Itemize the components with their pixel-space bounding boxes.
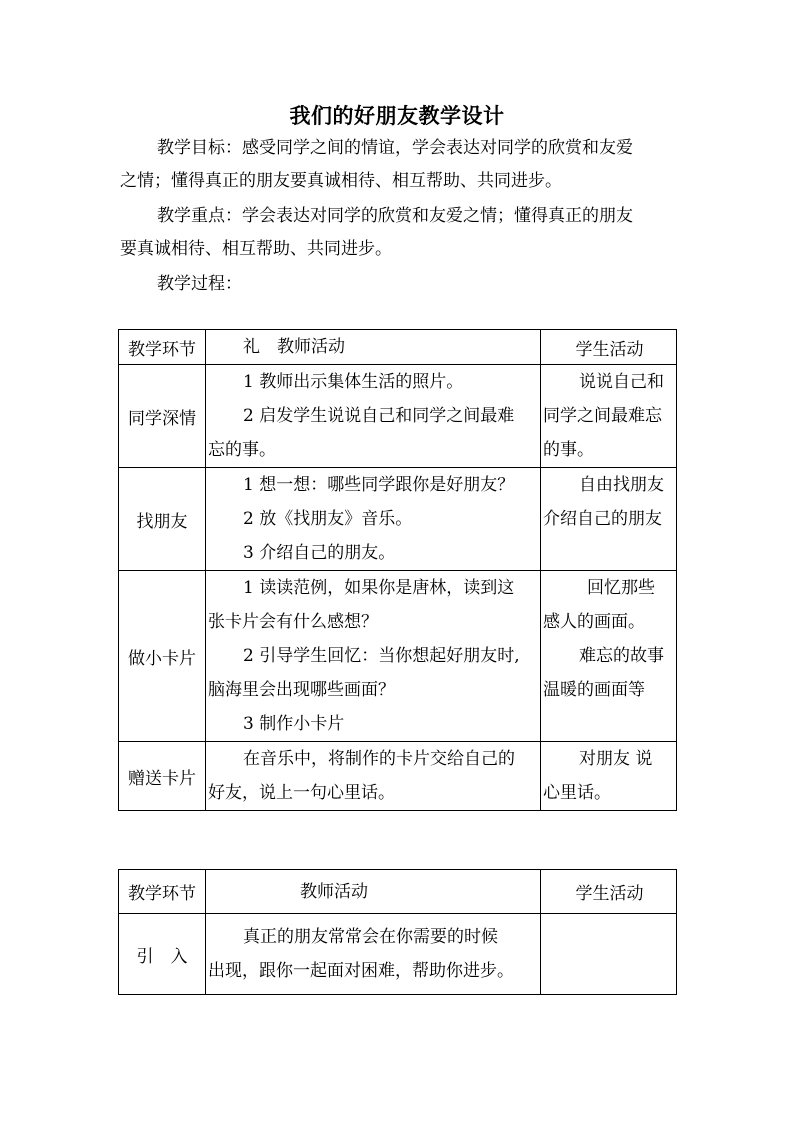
- student-activity-cell: 回忆那些 感人的画面。 难忘的故事 温暖的画面等: [541, 571, 677, 742]
- table-row: [119, 365, 677, 468]
- teacher-activity-cell: 1 教师出示集体生活的照片。 2 启发学生说说自己和同学之间最难 忘的事。: [206, 365, 541, 468]
- stage-cell: 赠送卡片: [119, 742, 206, 811]
- document-title: 我们的好朋友教学设计: [289, 103, 505, 128]
- stage-cell: 引 入: [119, 914, 206, 995]
- header-student: 学生活动: [541, 870, 677, 914]
- table-header-row: [119, 870, 677, 914]
- objective-line-1: 教学目标：感受同学之间的情谊，学会表达对同学的欣赏和友爱: [157, 138, 633, 158]
- focus-line-1: 教学重点：学会表达对同学的欣赏和友爱之情；懂得真正的朋友: [157, 206, 633, 226]
- stage-cell: 找朋友: [119, 468, 206, 571]
- teacher-activity-cell: 真正的朋友常常会在你需要的时候 出现，跟你一起面对困难，帮助你进步。: [206, 914, 541, 995]
- table-row: [119, 468, 677, 571]
- table-row: [119, 742, 677, 811]
- process-label-para: [120, 268, 680, 301]
- header-teacher: 教师活动: [206, 870, 541, 914]
- teaching-focus: [120, 200, 680, 266]
- table-row: [119, 571, 677, 742]
- student-activity-cell: [541, 914, 677, 995]
- stage-cell: 同学深情: [119, 365, 206, 468]
- header-stage: 教学环节: [119, 870, 206, 914]
- process-label: 教学过程：: [157, 274, 242, 294]
- focus-line-2: 要真诚相待、相互帮助、共同进步。: [120, 239, 392, 259]
- teacher-activity-cell: 1 想一想：哪些同学跟你是好朋友？ 2 放《找朋友》音乐。 3 介绍自己的朋友。: [206, 468, 541, 571]
- header-student: 学生活动: [541, 330, 677, 365]
- stage-cell: 做小卡片: [119, 571, 206, 742]
- student-activity-cell: 自由找朋友 介绍自己的朋友: [541, 468, 677, 571]
- teacher-activity-cell: 在音乐中，将制作的卡片交给自己的 好友，说上一句心里话。: [206, 742, 541, 811]
- table-header-row: [119, 330, 677, 365]
- teaching-objective: [120, 132, 680, 198]
- table-row: [119, 914, 677, 995]
- teacher-activity-cell: 1 读读范例，如果你是唐林，读到这 张卡片会有什么感想？ 2 引导学生回忆：当你想起好朋友时, 脑海里会出现哪些画面？ 3 制作小卡片: [206, 571, 541, 742]
- intro-table: [118, 869, 677, 995]
- student-activity-cell: 对朋友 说 心里话。: [541, 742, 677, 811]
- teaching-process-table: [118, 329, 677, 811]
- objective-line-2: 之情；懂得真正的朋友要真诚相待、相互帮助、共同进步。: [120, 171, 562, 191]
- header-stage: 教学环节: [119, 330, 206, 365]
- header-teacher: 礼 教师活动: [206, 330, 541, 365]
- student-activity-cell: 说说自己和 同学之间最难忘 的事。: [541, 365, 677, 468]
